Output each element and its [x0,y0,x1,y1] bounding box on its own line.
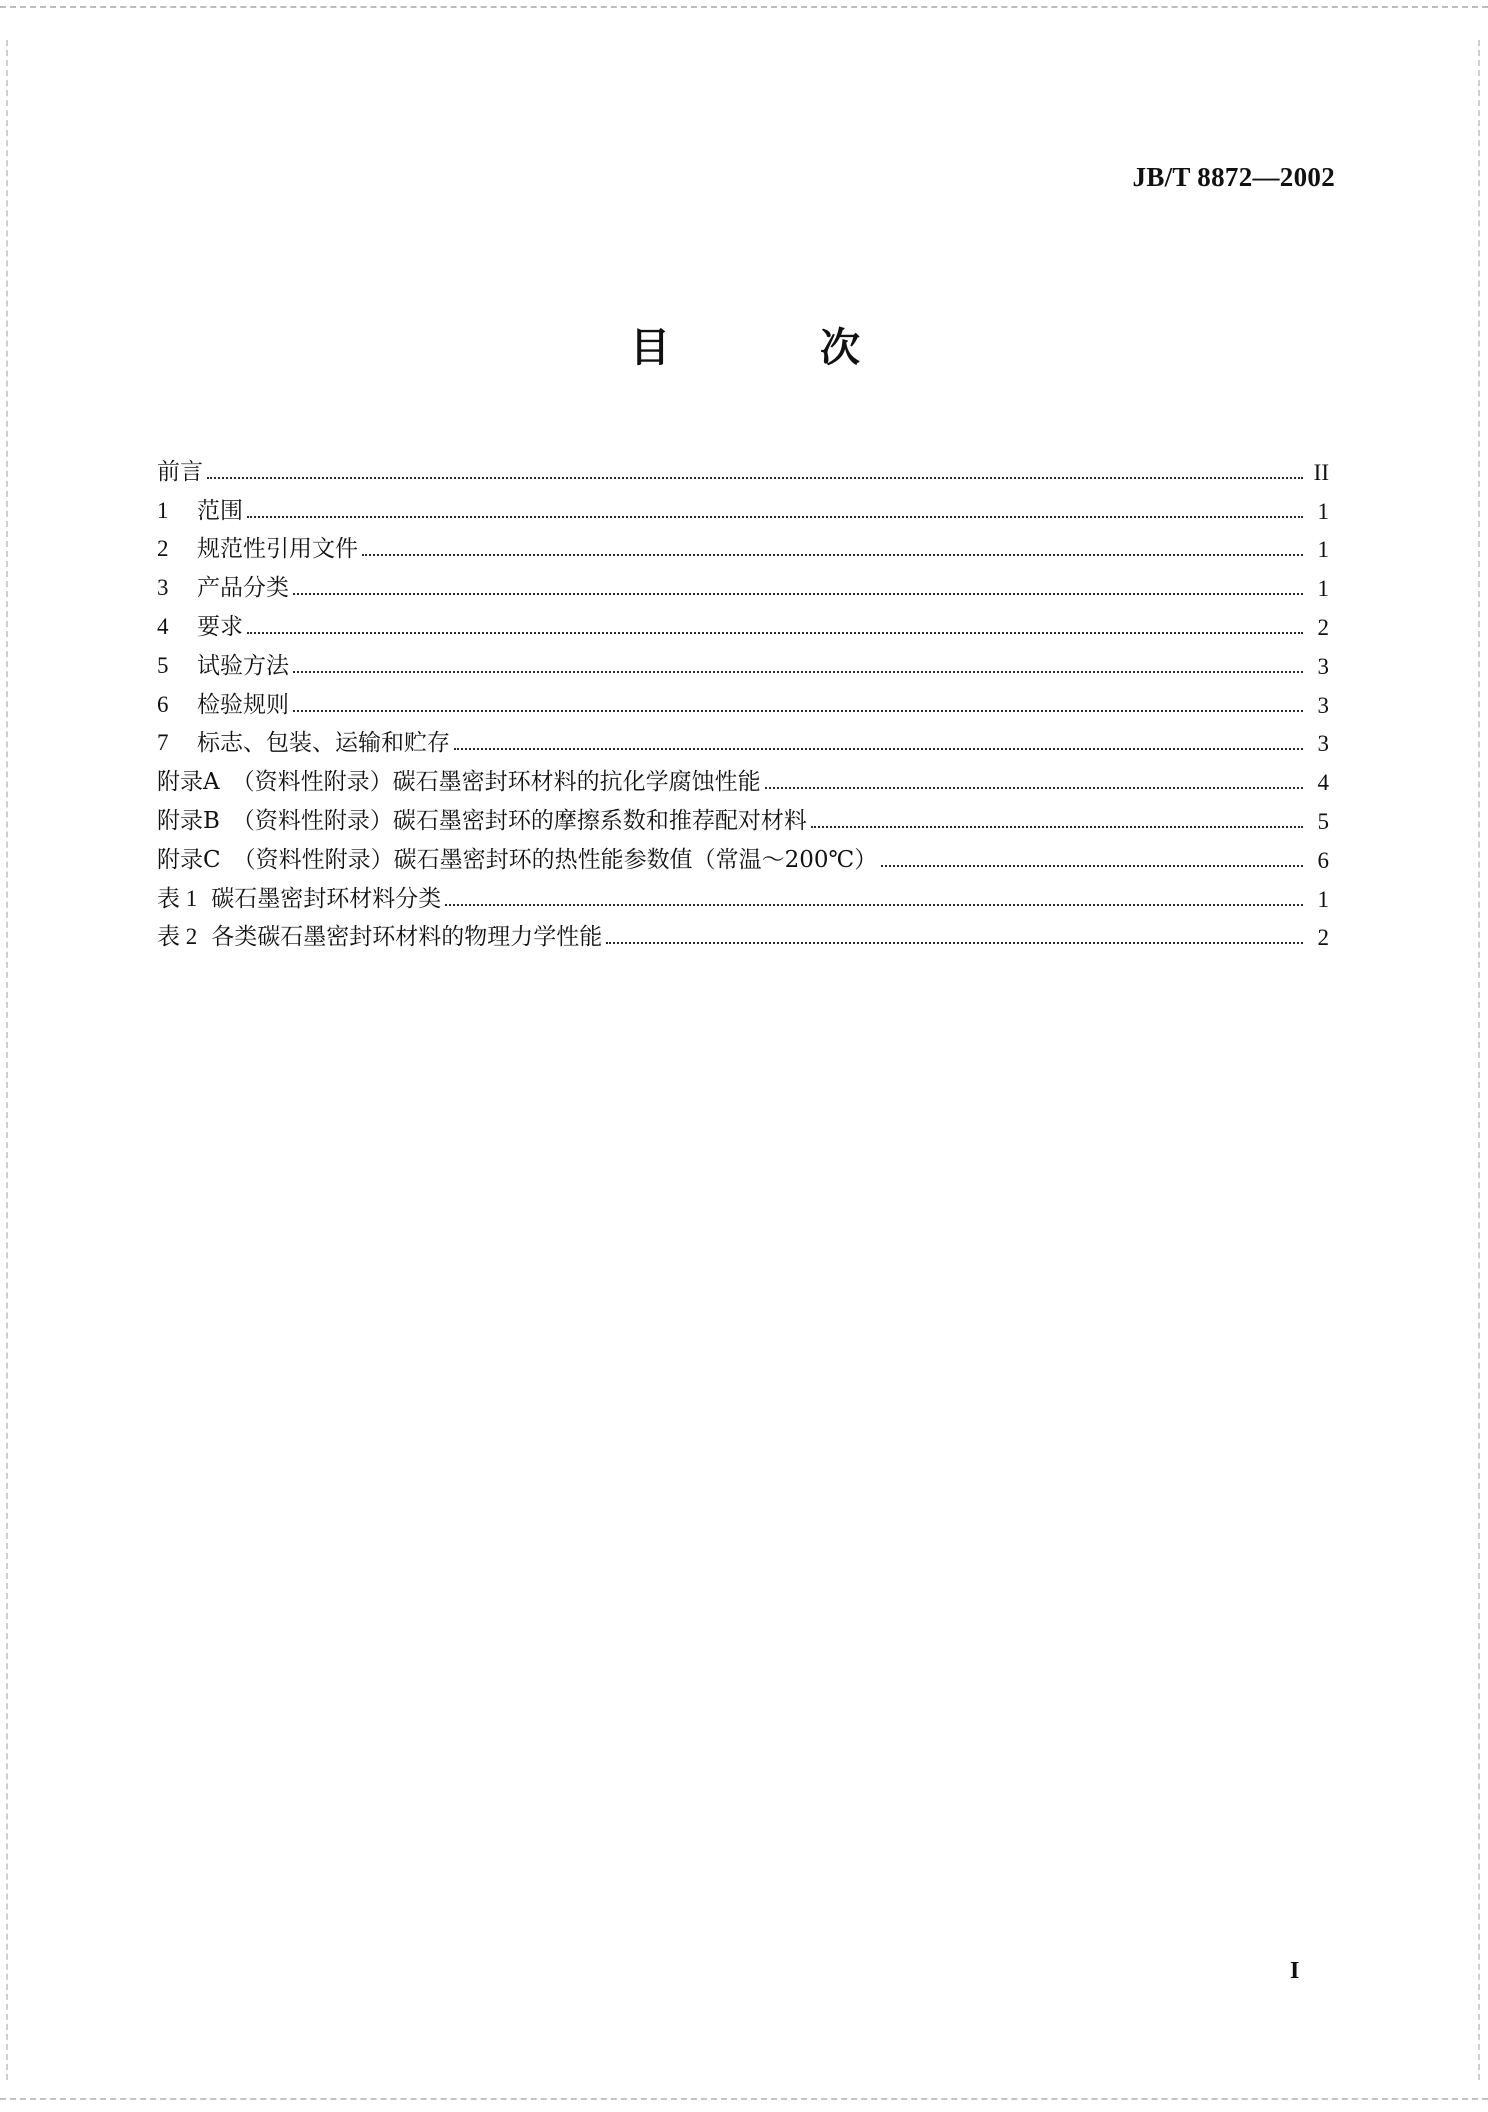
table-of-contents [157,445,1329,949]
toc-entry-text [157,807,807,834]
toc-leader-dots [765,787,1303,789]
toc-heading [560,316,930,373]
toc-leader-dots [362,554,1303,556]
toc-entry-text [157,499,243,523]
toc-entry-text [157,771,761,794]
toc-heading-left: 目 [630,325,670,371]
toc-entry-table-1[interactable] [157,872,1329,911]
toc-leader-dots [606,942,1303,944]
toc-appendix-kind: （资料性附录） [231,769,393,796]
toc-leader-dots [207,477,1303,479]
toc-entry-label: 碳石墨密封环材料的抗化学腐蚀性能 [392,769,761,796]
scan-edge-right [1474,40,1480,2080]
toc-entry-test-methods[interactable] [157,639,1329,678]
toc-entry-number: 6 [157,691,169,717]
toc-leader-dots [454,748,1303,750]
toc-page-number: 1 [1317,886,1329,912]
toc-entry-number: 4 [157,613,169,639]
toc-leader-dots [293,671,1303,673]
page-number: I [1290,1958,1300,1984]
scan-edge-left [6,40,12,2080]
toc-entry-label: 碳石墨密封环的摩擦系数和推荐配对材料 [392,807,807,834]
toc-entry-label: 规范性引用文件 [197,536,358,563]
toc-entry-scope[interactable] [157,484,1329,523]
toc-entry-label: 标志、包装、运输和贮存 [197,730,450,757]
toc-page-number: 4 [1317,770,1329,796]
document-number: JB/T 8872—2002 [1132,162,1335,192]
toc-entry-label: 检验规则 [197,691,289,718]
toc-entry-label: 各类碳石墨密封环材料的物理力学性能 [211,924,603,951]
toc-entry-label: 范围 [197,497,243,524]
toc-entry-text [157,654,289,678]
toc-entry-appendix-b[interactable] [157,794,1329,833]
toc-page-number: 3 [1317,692,1329,718]
toc-entry-label: 前言 [157,458,203,485]
toc-appendix-kind: （资料性附录） [232,846,394,873]
toc-page-number: 3 [1317,731,1329,757]
toc-entry-text [157,576,289,600]
toc-page-number: 1 [1317,498,1329,524]
toc-entry-marking-packaging[interactable] [157,717,1329,756]
toc-entry-foreword[interactable] [157,445,1329,484]
toc-entry-number: 1 [157,497,169,523]
toc-entry-label: 碳石墨密封环材料分类 [211,885,442,912]
toc-page-number: 3 [1317,653,1329,679]
toc-entry-appendix-c[interactable] [157,833,1329,872]
toc-entry-classification[interactable] [157,561,1329,600]
toc-entry-number: 2 [157,536,169,562]
toc-page-number: 2 [1317,925,1329,951]
toc-entry-number: 5 [157,652,169,678]
toc-page-number: 1 [1317,576,1329,602]
toc-leader-dots [811,826,1303,828]
toc-appendix-number: 附录C [157,846,221,873]
toc-entry-label: 试验方法 [197,652,289,679]
toc-entry-label: 产品分类 [197,575,289,602]
toc-entry-text [157,887,441,911]
toc-entry-appendix-a[interactable] [157,755,1329,794]
toc-entry-number: 7 [157,730,169,756]
toc-entry-text [157,693,289,717]
toc-entry-label: 碳石墨密封环的热性能参数值（常温～200℃） [393,846,878,873]
toc-page-number: 6 [1317,847,1329,873]
scan-edge-bottom [0,2098,1488,2112]
toc-leader-dots [247,516,1303,518]
toc-entry-label: 要求 [197,613,243,640]
toc-entry-text [157,925,602,949]
toc-leader-dots [247,632,1303,634]
toc-page-number: 1 [1317,537,1329,563]
scan-edge-top [0,0,1488,8]
toc-heading-right: 次 [820,325,860,371]
toc-leader-dots [445,904,1303,906]
toc-appendix-number: 附录A [157,769,220,796]
toc-page-number: II [1313,459,1329,485]
toc-entry-normative-references[interactable] [157,523,1329,562]
toc-entry-table-2[interactable] [157,911,1329,950]
toc-page-number: 2 [1317,614,1329,640]
toc-entry-number: 3 [157,575,169,601]
toc-entry-requirements[interactable] [157,600,1329,639]
toc-entry-text [157,731,450,755]
toc-leader-dots [881,865,1303,867]
toc-leader-dots [293,593,1303,595]
toc-page-number: 5 [1317,808,1329,834]
toc-entry-text [157,615,243,639]
toc-table-number: 表 1 [157,885,198,911]
toc-entry-text [157,537,358,561]
toc-leader-dots [293,710,1303,712]
toc-entry-inspection-rules[interactable] [157,678,1329,717]
toc-entry-text [157,846,878,873]
toc-table-number: 表 2 [157,924,198,950]
toc-appendix-number: 附录B [157,807,220,834]
toc-appendix-kind: （资料性附录） [231,807,393,834]
